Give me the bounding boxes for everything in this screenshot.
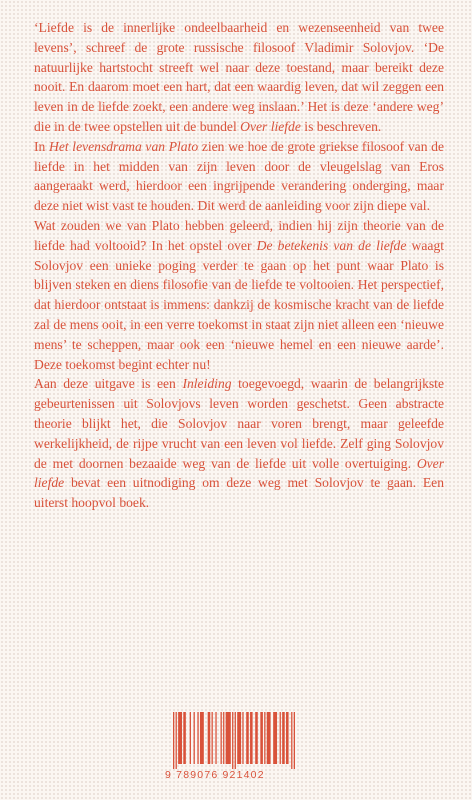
barcode-bar <box>215 712 216 764</box>
barcode-bar <box>280 712 281 764</box>
barcode-bar <box>282 712 285 764</box>
isbn-barcode <box>165 712 305 784</box>
barcode-bar <box>286 712 289 764</box>
barcode-bar <box>291 712 292 769</box>
italic-title: De betekenis van de liefde <box>256 237 407 253</box>
barcode-bar <box>232 712 233 769</box>
barcode-bar <box>208 712 211 764</box>
text-run: ‘Liefde is de innerlijke ondeelbaarheid en wezenseenheid van twee levens’, schreef de grote russische filosoof Vladimir Solovjov. ‘De natuurlijke hartstocht streeft wel naar deze toestand, maar bereikt deze nooit. En daarom moet een hart, dat een waardig leven, dat wil zeggen een leven in de liefde zoekt, een andere weg inslaan.’ Het is deze ‘andere weg’ die in de twee opstellen uit de bundel <box>34 20 444 134</box>
text-run: Wat zouden we van Plato hebben geleerd, indien hij zijn theorie van de liefde had voltooid? In het opstel over <box>34 217 444 253</box>
barcode-bar <box>226 712 231 764</box>
barcode-bar <box>200 712 204 764</box>
barcode-bar <box>178 712 182 764</box>
barcode-bar <box>242 712 243 764</box>
barcode-bar <box>212 712 213 764</box>
barcode-bar <box>260 712 263 764</box>
barcode-bar <box>223 712 224 764</box>
italic-title: Over liefde <box>34 455 444 491</box>
back-cover-text <box>34 18 444 513</box>
text-run: Aan deze uitgave is een <box>34 376 183 392</box>
barcode-bar <box>294 712 295 769</box>
barcode-digits: 9 789076 921402 <box>165 769 265 781</box>
barcode-bar <box>267 712 271 764</box>
text-run: toegevoegd, waarin de belangrijkste gebeurtenissen uit Solovjovs leven worden geschetst. Geen abstracte theorie blijkt het, die Solovjov naar voren brengt, maar geleefde werkelijkheid, de rijpe vrucht van een leven vol liefde. Zelf ging Solovjov de met doornen bezaaide weg van de liefde uit volle overtuiging. <box>34 376 444 471</box>
barcode-bar <box>255 712 258 764</box>
paragraph-introduction <box>34 374 444 513</box>
barcode-bar <box>237 712 241 764</box>
barcode-bar <box>194 712 195 764</box>
text-run: bevat een uitnodiging om deze weg met Solovjov te gaan. Een uiterst hoopvol boek. <box>34 475 444 511</box>
barcode-bar <box>173 712 174 769</box>
barcode-bar <box>176 712 177 769</box>
barcode-bar <box>250 712 253 764</box>
barcode-bar <box>273 712 277 764</box>
paragraph-intro <box>34 18 444 137</box>
barcode-bar <box>190 712 191 764</box>
barcode-bar <box>246 712 249 764</box>
text-run: waagt Solovjov een unieke poging verder te gaan op het punt waar Plato is blijven steken en diens filosofie van de liefde te voltooien. Het perspectief, dat hierdoor ontstaat is immens: dankzij de kosmische kracht van de liefde zal de mens ooit, in een verre toekomst in staat zijn niet alleen een ‘nieuwe mens’ te scheppen, maar ook een ‘nieuwe hemel en een nieuwe aarde’. Deze toekomst begint echter nu! <box>34 237 445 372</box>
barcode-bar <box>183 712 186 764</box>
italic-title: Over liefde <box>240 118 301 134</box>
paragraph-meaning-of-love <box>34 216 444 374</box>
paragraph-plato <box>34 137 444 216</box>
barcode-bar <box>197 712 198 764</box>
text-run: zien we hoe de grote griekse filosoof van de liefde in het midden van zijn leven door de vleugelslag van Eros aangeraakt werd, hierdoor een ingrijpende verandering onderging, maar deze niet wist vast te houden. Dit werd de aanleiding voor zijn diepe val. <box>34 138 444 214</box>
italic-title: Inleiding <box>182 376 232 392</box>
barcode-bars <box>173 712 295 769</box>
text-run: is beschreven. <box>300 118 382 134</box>
text-run: In <box>34 138 49 154</box>
italic-title: Het levensdrama van Plato <box>49 138 199 154</box>
barcode-bar <box>221 712 222 764</box>
barcode-bar <box>264 712 265 764</box>
barcode-bar <box>235 712 236 769</box>
